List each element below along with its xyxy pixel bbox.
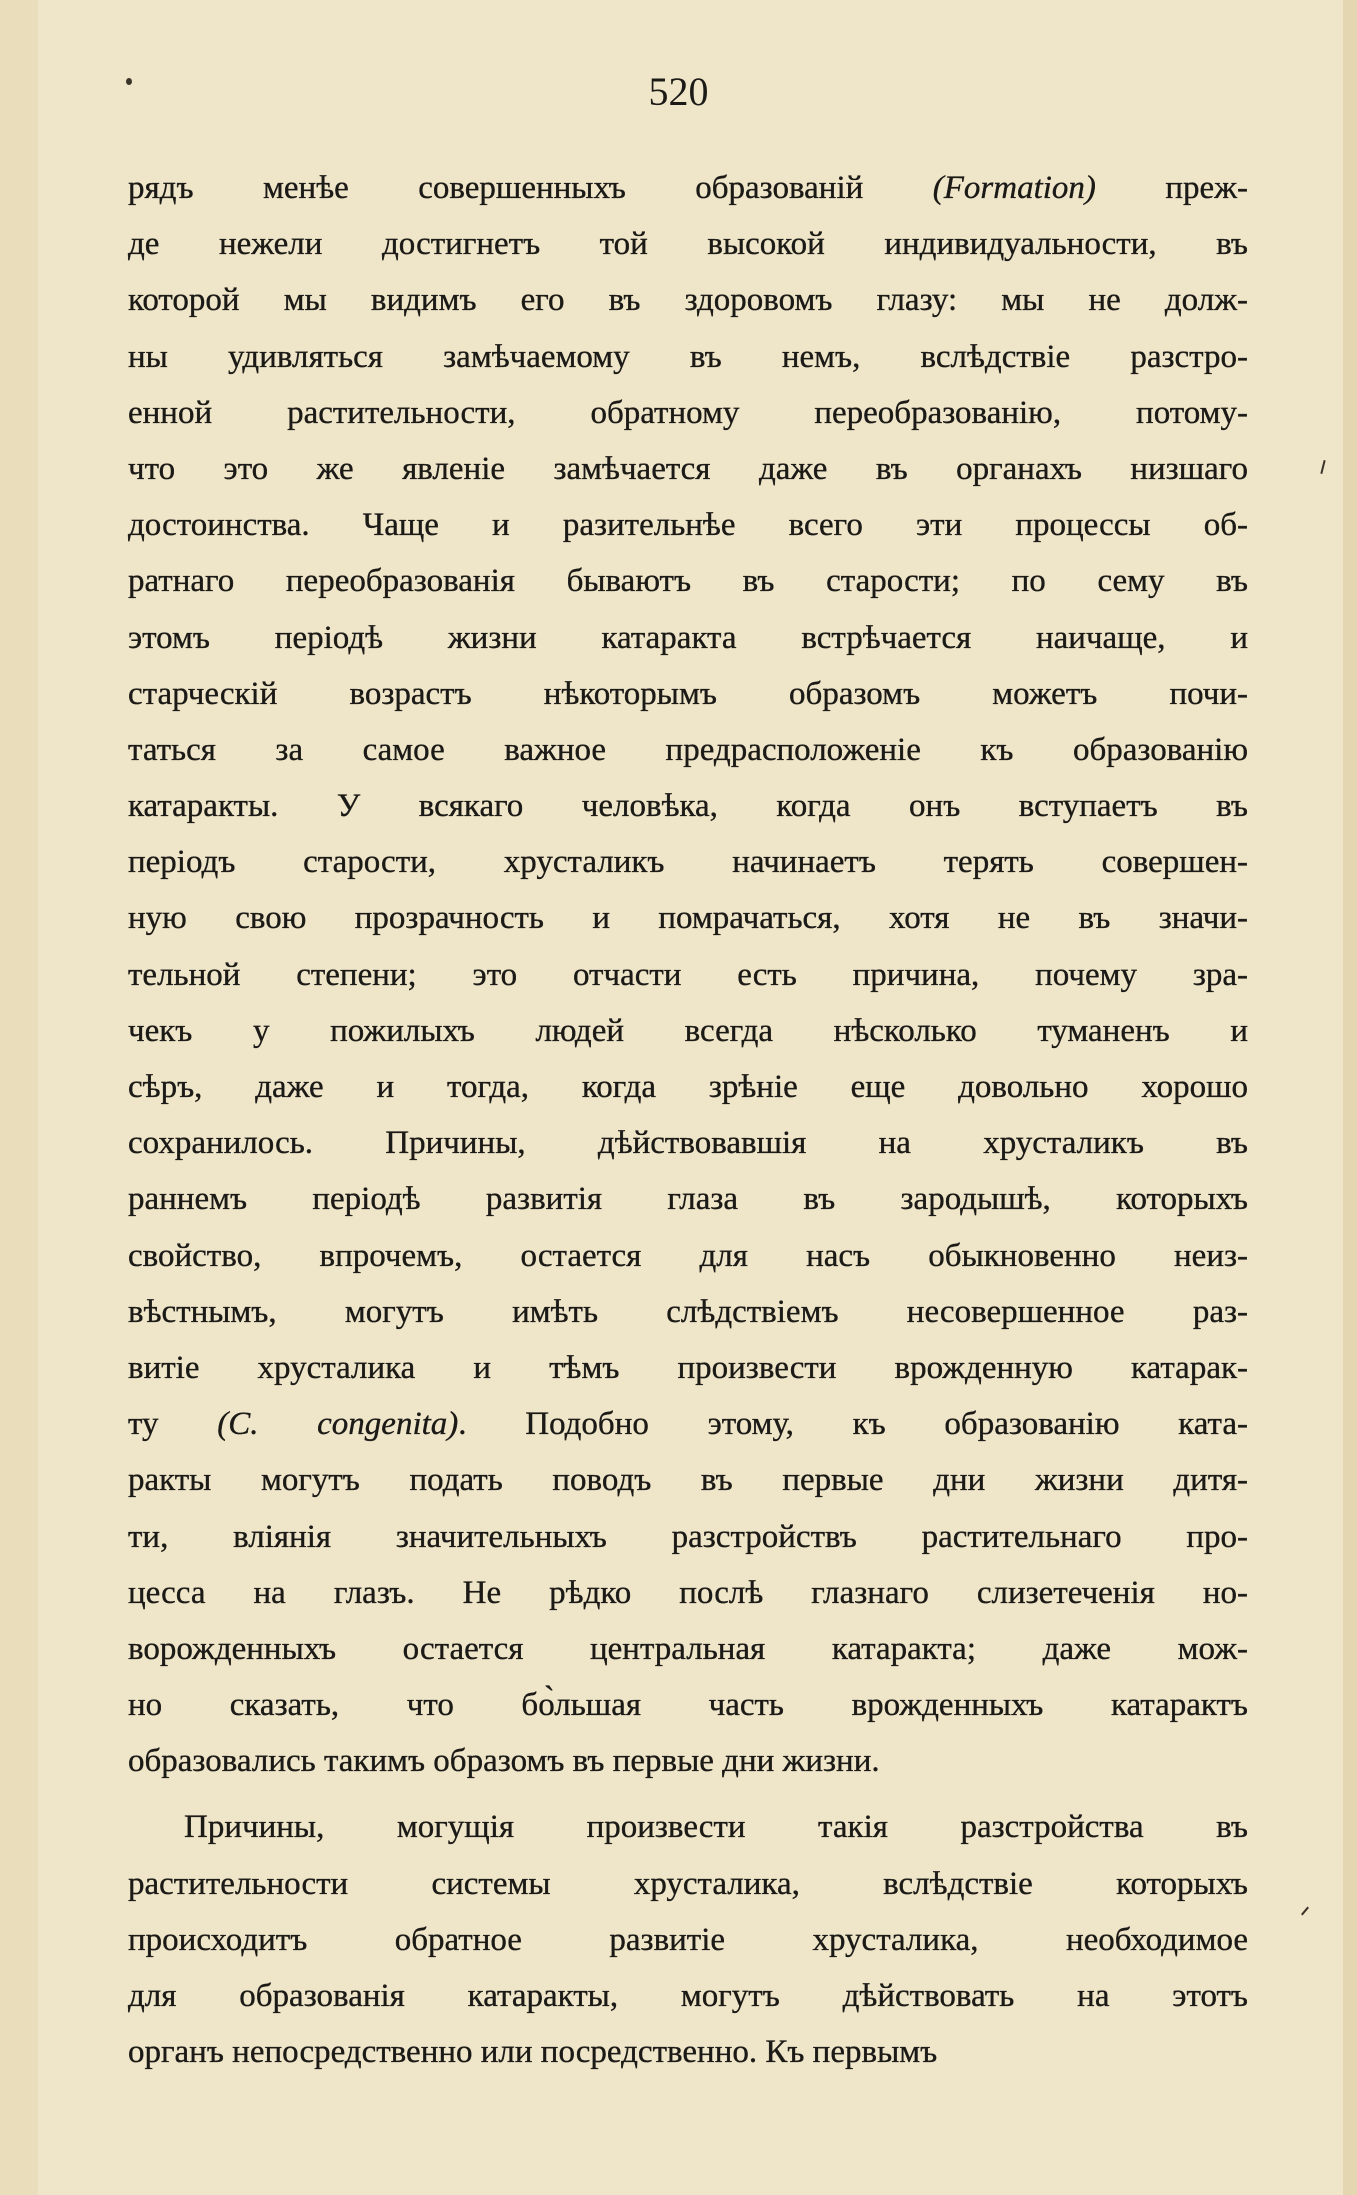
- paragraph-1-line: ворожденныхъ остается центральная катаракта; даже мож-: [128, 1630, 1248, 1667]
- paragraph-1-line: періодъ старости, хрусталикъ начинаетъ терять совершен-: [128, 844, 1248, 881]
- paragraph-1-line: тельной степени; это отчасти есть причина, почему зра-: [128, 956, 1248, 993]
- paragraph-2-line: для образованія катаракты, могутъ дѣйствовать на этотъ: [128, 1978, 1248, 2014]
- paragraph-1-line: но сказать, что бо̀льшая часть врожденныхъ катарактъ: [128, 1687, 1248, 1724]
- paragraph-1-line: ракты могутъ подать поводъ въ первые дни жизни дитя-: [128, 1462, 1248, 1499]
- paragraph-1-line: ную свою прозрачность и помрачаться, хотя не въ значи-: [128, 900, 1248, 937]
- paragraph-1-line: ту (C. congenita). Подобно этому, къ образованію ката-: [128, 1406, 1248, 1443]
- paragraph-1-line: вѣстнымъ, могутъ имѣть слѣдствіемъ несовершенное раз-: [128, 1293, 1248, 1330]
- latin-term: (Formation): [932, 170, 1096, 206]
- paragraph-1-line: что это же явленіе замѣчается даже въ органахъ низшаго: [128, 450, 1248, 487]
- paragraph-1-line: достоинства. Чаще и разительнѣе всего эти процессы об-: [128, 507, 1248, 544]
- paragraph-1-line: свойство, впрочемъ, остается для насъ обыкновенно неиз-: [128, 1237, 1248, 1274]
- paragraph-1-line: старческій возрастъ нѣкоторымъ образомъ можетъ почи-: [128, 675, 1248, 712]
- paragraph-1-line: образовались такимъ образомъ въ первые дни жизни.: [128, 1743, 880, 1780]
- paragraph-1-line: рядъ менѣе совершенныхъ образованій (Formation) преж-: [128, 170, 1248, 206]
- paragraph-gap: [128, 1789, 1248, 1799]
- paragraph-1-line: ратнаго переобразованія бываютъ въ старости; по сему въ: [128, 563, 1248, 600]
- latin-term: (C. congenita): [217, 1406, 459, 1443]
- margin-mark: [1301, 1907, 1309, 1916]
- margin-mark: [1320, 460, 1325, 474]
- body-text: [128, 160, 1248, 2080]
- paragraph-2-line: Причины, могущія произвести такія разстройства въ: [184, 1809, 1248, 1846]
- paragraph-2-line: происходитъ обратное развитіе хрусталика, необходимое: [128, 1921, 1248, 1958]
- paragraph-1-line: енной растительности, обратному переобразованію, потому-: [128, 394, 1248, 431]
- paragraph-1-line: де нежели достигнетъ той высокой индивидуальности, въ: [128, 226, 1248, 263]
- paragraph-1-line: катаракты. У всякаго человѣка, когда онъ вступаетъ въ: [128, 788, 1248, 825]
- paragraph-2-line: растительности системы хрусталика, вслѣдствіе которыхъ: [128, 1865, 1248, 1902]
- paragraph-1-line: этомъ періодѣ жизни катаракта встрѣчается наичаще, и: [128, 619, 1248, 656]
- paragraph-1-line: витіе хрусталика и тѣмъ произвести врожденную катарак-: [128, 1349, 1248, 1386]
- paragraph-1-line: таться за самое важное предрасположеніе къ образованію: [128, 731, 1248, 768]
- paragraph-1-line: сохранилось. Причины, дѣйствовавшія на хрусталикъ въ: [128, 1125, 1248, 1162]
- page-gutter: [0, 0, 38, 2195]
- paragraph-1-line: цесса на глазъ. Не рѣдко послѣ глазнаго слизетеченія но-: [128, 1574, 1248, 1611]
- page-edge: [1343, 0, 1357, 2195]
- paragraph-2-line: органъ непосредственно или посредственно. Къ первымъ: [128, 2034, 938, 2071]
- paragraph-1-line: раннемъ періодѣ развитія глаза въ зародышѣ, которыхъ: [128, 1181, 1248, 1218]
- paragraph-1-line: ны удивляться замѣчаемому въ немъ, вслѣдствіе разстро-: [128, 338, 1248, 375]
- page-number: 520: [648, 69, 709, 114]
- paragraph-1-line: ти, вліянія значительныхъ разстройствъ растительнаго про-: [128, 1518, 1248, 1555]
- paragraph-1-line: чекъ у пожилыхъ людей всегда нѣсколько туманенъ и: [128, 1012, 1248, 1049]
- paragraph-1-line: которой мы видимъ его въ здоровомъ глазу: мы не долж-: [128, 282, 1248, 319]
- paragraph-1-line: сѣръ, даже и тогда, когда зрѣніе еще довольно хорошо: [128, 1069, 1248, 1105]
